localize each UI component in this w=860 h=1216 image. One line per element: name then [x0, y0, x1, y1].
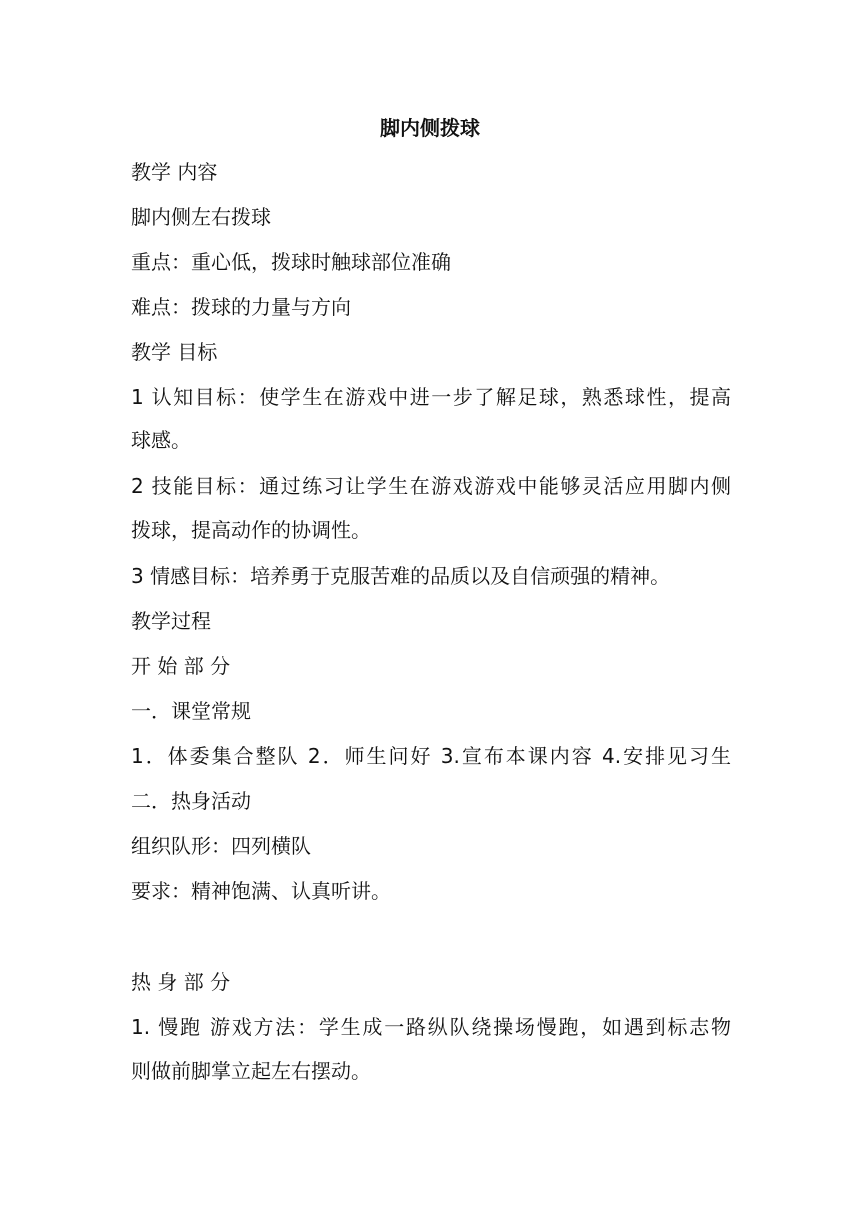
paragraph-emotional-goal: 3 情感目标：培养勇于克服苦难的品质以及自信顽强的精神。 — [131, 564, 671, 588]
heading-start-section: 开 始 部 分 — [131, 654, 231, 678]
heading-teaching-content: 教学 内容 — [131, 160, 218, 184]
heading-teaching-process: 教学过程 — [131, 609, 211, 633]
paragraph-routine-steps: 1．体委集合整队 2．师生问好 3.宣布本课内容 4.安排见习生 — [131, 744, 731, 768]
paragraph-skill-goal-line2: 拨球，提高动作的协调性。 — [131, 518, 371, 542]
paragraph-requirements: 要求：精神饱满、认真听讲。 — [131, 879, 391, 903]
heading-class-routine: 一．课堂常规 — [131, 699, 251, 723]
paragraph-cognitive-goal-line1: 1 认知目标：使学生在游戏中进一步了解足球，熟悉球性，提高 — [131, 385, 731, 409]
paragraph-key-point: 重点：重心低，拨球时触球部位准确 — [131, 250, 451, 274]
heading-warmup-section: 热 身 部 分 — [131, 970, 231, 994]
paragraph-formation: 组织队形：四列横队 — [131, 834, 311, 858]
paragraph-cognitive-goal-line2: 球感。 — [131, 428, 191, 452]
heading-warmup-activity: 二．热身活动 — [131, 789, 251, 813]
heading-teaching-goals: 教学 目标 — [131, 340, 218, 364]
paragraph-jogging-line2: 则做前脚掌立起左右摆动。 — [131, 1059, 371, 1083]
paragraph-skill-goal-line1: 2 技能目标：通过练习让学生在游戏游戏中能够灵活应用脚内侧 — [131, 474, 731, 498]
document-title: 脚内侧拨球 — [380, 116, 480, 140]
paragraph-jogging-line1: 1. 慢跑 游戏方法：学生成一路纵队绕操场慢跑，如遇到标志物 — [131, 1015, 731, 1039]
paragraph-content: 脚内侧左右拨球 — [131, 205, 271, 229]
paragraph-difficulty: 难点：拨球的力量与方向 — [131, 295, 351, 319]
